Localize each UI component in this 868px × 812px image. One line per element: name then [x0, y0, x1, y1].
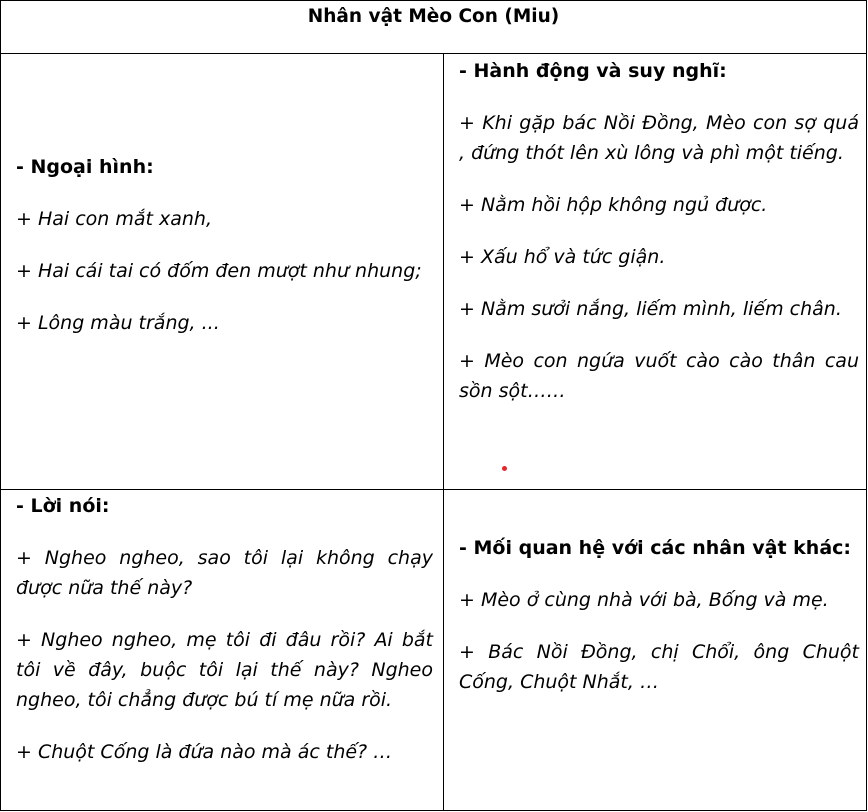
speech-item: + Ngheo ngheo, sao tôi lại không chạy được nữa thế này? — [16, 547, 433, 599]
table-title: Nhân vật Mèo Con (Miu) — [307, 6, 560, 27]
row-divider-title — [0, 53, 867, 54]
actions-item: + Mèo con ngứa vuốt cào cào thân cau sồn sột…… — [459, 350, 859, 402]
speech-item: + Chuột Cống là đứa nào mà ác thế? … — [16, 741, 393, 763]
actions-item: + Nằm hồi hộp không ngủ được. — [459, 194, 768, 216]
speech-cell — [16, 491, 433, 767]
actions-cell — [459, 56, 859, 406]
relations-cell — [459, 533, 859, 697]
column-divider — [443, 53, 444, 811]
appearance-item: + Hai cái tai có đốm đen mượt như nhung; — [16, 260, 422, 282]
appearance-item: + Lông màu trắng, ... — [16, 312, 220, 334]
appearance-heading: - Ngoại hình: — [16, 156, 154, 178]
speech-item: + Ngheo ngheo, mẹ tôi đi đâu rồi? Ai bắt tôi về đây, buộc tôi lại thế này? Ngheo ngheo, tôi chẳng được bú tí mẹ nữa rồi. — [16, 629, 433, 711]
row-divider-middle — [0, 489, 867, 490]
relations-item: + Bác Nồi Đồng, chị Chổi, ông Chuột Cống, Chuột Nhắt, … — [459, 641, 859, 693]
red-dot-mark — [502, 466, 507, 471]
appearance-cell — [16, 152, 433, 338]
actions-item: + Khi gặp bác Nồi Đồng, Mèo con sợ quá , đứng thót lên xù lông và phì một tiếng. — [459, 112, 859, 164]
speech-heading: - Lời nói: — [16, 495, 110, 517]
actions-item: + Nằm sưởi nắng, liếm mình, liếm chân. — [459, 298, 842, 320]
actions-heading: - Hành động và suy nghĩ: — [459, 60, 727, 82]
relations-item: + Mèo ở cùng nhà với bà, Bống và mẹ. — [459, 589, 829, 611]
relations-heading: - Mối quan hệ với các nhân vật khác: — [459, 537, 851, 559]
actions-item: + Xấu hổ và tức giận. — [459, 246, 666, 268]
appearance-item: + Hai con mắt xanh, — [16, 208, 213, 230]
